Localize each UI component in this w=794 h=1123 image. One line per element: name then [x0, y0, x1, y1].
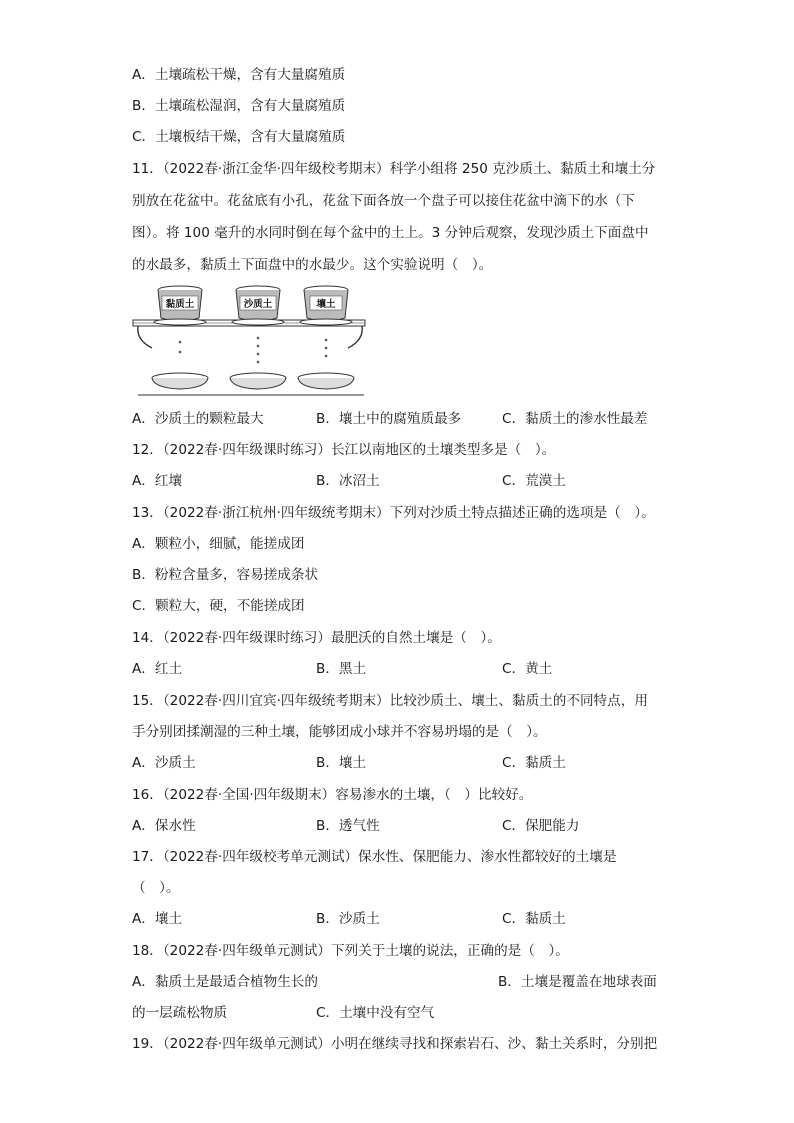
- q14-option-a: A．红土: [132, 661, 183, 677]
- q17-stem-line-1: 17．（2022春·四年级校考单元测试）保水性、保肥能力、渗水性都较好的土壤是: [132, 849, 617, 865]
- q18-option-c: C．土壤中没有空气: [316, 1005, 435, 1021]
- q14-option-c: C．黄土: [502, 661, 553, 677]
- q17-option-b: B．沙质土: [316, 911, 380, 927]
- q17-option-a: A．壤土: [132, 911, 183, 927]
- q13-option-b: B．粉粒含量多，容易搓成条状: [132, 567, 319, 583]
- q18-option-b: B．土壤是覆盖在地球表面: [498, 974, 657, 990]
- q11-option-b: B．壤土中的腐殖质最多: [316, 411, 462, 427]
- q10-option-c: C．土壤板结干燥，含有大量腐殖质: [132, 129, 346, 145]
- pot-label-loam: 壤土: [316, 299, 336, 310]
- q11-stem-line-1: 11．（2022春·浙江金华·四年级校考期末）科学小组将 250 克沙质土、黏质土和壤土分: [132, 161, 656, 177]
- q12-option-c: C．荒漠土: [502, 473, 566, 489]
- q11-option-c: C．黏质土的渗水性最差: [502, 411, 648, 427]
- pot-label-sandy: 沙质土: [243, 299, 273, 310]
- plate-2: [230, 373, 286, 389]
- q13-option-a: A．颗粒小，细腻，能搓成团: [132, 536, 305, 552]
- q10-option-b: B．土壤疏松湿润，含有大量腐殖质: [132, 98, 346, 114]
- q14-option-b: B．黑土: [316, 661, 367, 677]
- soil-seepage-experiment-figure: [130, 282, 370, 400]
- q16-option-a: A．保水性: [132, 818, 196, 834]
- q14-stem: 14．（2022春·四年级课时练习）最肥沃的自然土壤是（ ）。: [132, 630, 501, 646]
- q11-stem-line-4: 的水最多，黏质土下面盘中的水最少。这个实验说明（ ）。: [132, 257, 493, 273]
- q12-stem: 12．（2022春·四年级课时练习）长江以南地区的土壤类型多是（ ）。: [132, 442, 556, 458]
- pot-label-clay: 黏质土: [165, 299, 195, 310]
- plate-1: [152, 373, 208, 389]
- rack-right-leg: [348, 326, 362, 348]
- q11-stem-line-2: 别放在花盆中。花盆底有小孔，花盆下面各放一个盘子可以接住花盆中滴下的水（下: [132, 193, 635, 209]
- q16-stem: 16．（2022春·全国·四年级期末）容易渗水的土壤，（ ）比较好。: [132, 787, 533, 803]
- q13-option-c: C．颗粒大，硬，不能搓成团: [132, 598, 305, 614]
- q11-stem-line-3: 图）。将 100 毫升的水同时倒在每个盆中的土上。3 分钟后观察，发现沙质土下面盘中: [132, 225, 649, 241]
- q13-stem: 13．（2022春·浙江杭州·四年级统考期末）下列对沙质土特点描述正确的选项是（ ）。: [132, 505, 655, 521]
- q15-stem-line-1: 15．（2022春·四川宜宾·四年级统考期末）比较沙质土、壤土、黏质土的不同特点，用: [132, 693, 648, 709]
- q16-option-b: B．透气性: [316, 818, 380, 834]
- q17-stem-line-2: （ ）。: [132, 880, 180, 896]
- q12-option-b: B．冰沼土: [316, 473, 380, 489]
- q17-option-c: C．黏质土: [502, 911, 566, 927]
- q18-option-a: A．黏质土是最适合植物生长的: [132, 974, 319, 990]
- q15-option-b: B．壤土: [316, 755, 367, 771]
- q10-option-a: A．土壤疏松干燥，含有大量腐殖质: [132, 67, 346, 83]
- q16-option-c: C．保肥能力: [502, 818, 580, 834]
- q12-option-a: A．红壤: [132, 473, 183, 489]
- q15-option-a: A．沙质土: [132, 755, 196, 771]
- q15-stem-line-2: 手分别团揉潮湿的三种土壤，能够团成小球并不容易坍塌的是（ ）。: [132, 724, 547, 740]
- q19-stem: 19．（2022春·四年级单元测试）小明在继续寻找和探索岩石、沙、黏土关系时，分别把: [132, 1036, 658, 1052]
- q11-option-a: A．沙质土的颗粒最大: [132, 411, 264, 427]
- plate-3: [298, 373, 354, 389]
- q18-stem: 18．（2022春·四年级单元测试）下列关于土壤的说法，正确的是（ ）。: [132, 943, 569, 959]
- q15-option-c: C．黏质土: [502, 755, 566, 771]
- water-drops: [179, 337, 328, 364]
- rack-left-leg: [138, 326, 152, 348]
- q18-option-b-cont: 的一层疏松物质: [132, 1005, 228, 1021]
